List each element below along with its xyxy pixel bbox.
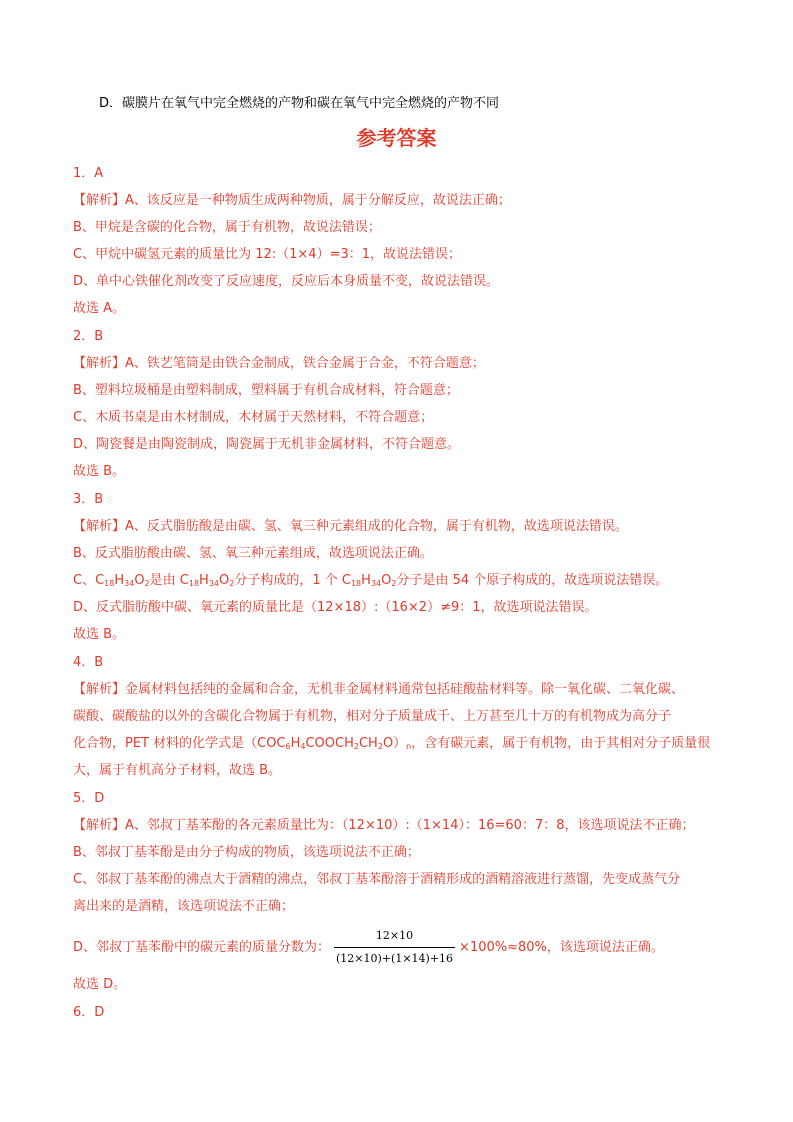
answer-3-line-d: D、反式脂肪酸中碳、氧元素的质量比是（12×18）:（16×2）≠9：1，故选项说法错误。 [73,600,598,615]
answer-1-line-d: D、单中心铁催化剂改变了反应速度，反应后本身质量不变，故说法错误。 [73,274,500,289]
answer-6-number: 6．D [73,1005,105,1020]
answer-5-line-c2: 离出来的是酒精，该选项说法不正确； [73,899,295,914]
answer-1-number: 1．A [73,166,104,181]
analysis-line: A、铁艺笔筒是由铁合金制成，铁合金属于合金，不符合题意； [125,356,485,371]
answer-5-choice: 故选 D。 [73,977,127,992]
answer-2-number: 2．B [73,329,104,344]
analysis-line: A、该反应是一种物质生成两种物质，属于分解反应，故说法正确； [125,193,511,208]
answers-title: 参考答案 [356,126,437,150]
answer-3-line-c: C、$C_{18}H_{34}O_2$是由 $C_{18}H_{34}O_2$分子构成的，1 个 $C_{18}H_{34}O_2$分子是由 54 个原子构成的，故选项说法错误。 [73,573,669,588]
answer-5-analysis [73,817,695,835]
mass-fraction-formula [334,927,455,968]
answer-4-analysis [73,681,684,699]
fraction-denominator: (12×10)+(1×14)+16 [336,952,454,965]
answer-5-number: 5．D [73,791,105,806]
answer-1-analysis [73,192,511,210]
analysis-tag: 【解析】 [73,682,126,697]
answer-2-choice: 故选 B。 [73,464,126,479]
analysis-tag: 【解析】 [73,356,126,371]
analysis-tag: 【解析】 [73,818,126,833]
answer-5-line-d: D、邻叔丁基苯酚中的碳元素的质量分数为： $\frac{12\times 10}{(12\times 10)+(1\times 14)+16}$ ×100%≈80%，该选项说法正确。 [73,927,664,968]
analysis-tag: 【解析】 [73,193,126,208]
analysis-line: 金属材料包括纯的金属和合金，无机非金属材料通常包括硅酸盐材料等。除一氧化碳、二氧化碳、 [125,682,685,697]
answer-3-line-b: B、反式脂肪酸由碳、氢、氧三种元素组成，故选项说法正确。 [73,546,433,561]
answer-2-analysis [73,355,485,373]
answer-3-number: 3．B [73,492,104,507]
answer-4-line-3: 化合物，PET 材料的化学式是$(COC_6H_4COOCH_2CH_2O)_n$，含有碳元素，属于有机物，由于其相对分子质量很 [73,736,711,751]
answer-4-line-4: 大，属于有机高分子材料，故选 B。 [73,763,282,778]
question-d-option: D．碳膜片在氧气中完全燃烧的产物和碳在氧气中完全燃烧的产物不同 [99,96,500,111]
analysis-line: A、反式脂肪酸是由碳、氢、氧三种元素组成的化合物，属于有机物，故选项说法错误。 [125,519,628,534]
answer-1-line-c: C、甲烷中碳氢元素的质量比为 12:（1×4）=3：1，故说法错误； [73,247,462,262]
answer-2-line-c: C、木质书桌是由木材制成，木材属于天然材料，不符合题意； [73,410,434,425]
answer-4-line-2: 碳酸、碳酸盐的以外的含碳化合物属于有机物，相对分子质量成千、上万甚至几十万的有机物成为高分子 [73,709,672,724]
answer-3-analysis [73,518,628,536]
analysis-tag: 【解析】 [73,519,126,534]
answer-2-line-b: B、塑料垃圾桶是由塑料制成，塑料属于有机合成材料，符合题意； [73,383,459,398]
fraction-numerator: 12×10 [334,927,455,948]
answer-4-number: 4．B [73,655,104,670]
answer-5-line-c: C、邻叔丁基苯酚的沸点大于酒精的沸点，邻叔丁基苯酚溶于酒精形成的酒精溶液进行蒸馏，先变成蒸气分 [73,872,681,887]
answer-3-choice: 故选 B。 [73,627,126,642]
answer-1-line-b: B、甲烷是含碳的化合物，属于有机物，故说法错误； [73,220,381,235]
answer-2-line-d: D、陶瓷餐是由陶瓷制成，陶瓷属于无机非金属材料，不符合题意。 [73,437,461,452]
answer-1-choice: 故选 A。 [73,301,126,316]
analysis-line: A、邻叔丁基苯酚的各元素质量比为：（12×10）:（1×14）：16=60：7：8，该选项说法不正确； [125,818,695,833]
answer-5-line-b: B、邻叔丁基苯酚是由分子构成的物质，该选项说法不正确； [73,845,420,860]
